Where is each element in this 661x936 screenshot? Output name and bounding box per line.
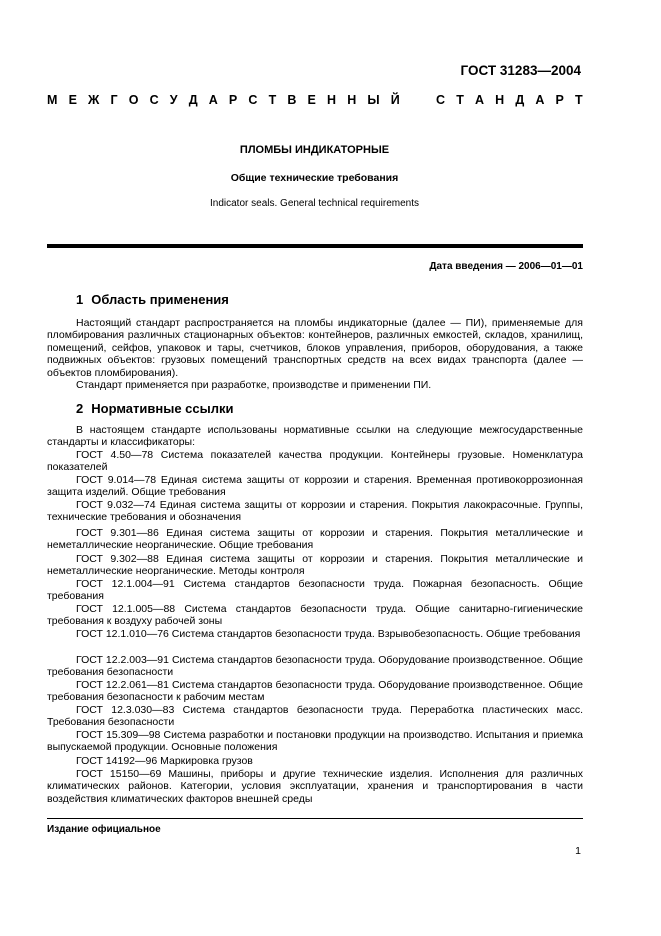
- reference-item: ГОСТ 12.3.030—83 Система стандартов безопасности труда. Переработка пластических масс. Требования безопасности: [47, 704, 583, 729]
- banner-letter: Й: [390, 93, 400, 107]
- reference-item: ГОСТ 9.301—86 Единая система защиты от коррозии и старения. Покрытия металлические и неметаллические неорганические. Общие требования: [47, 527, 583, 552]
- reference-item: ГОСТ 9.032—74 Единая система защиты от коррозии и старения. Покрытия лакокрасочные. Группы, технические требования и обозначения: [47, 499, 583, 524]
- banner-letter: С: [248, 93, 258, 107]
- banner-letter: Т: [575, 93, 583, 107]
- introduction-date: Дата введения — 2006—01—01: [429, 261, 583, 272]
- english-title: Indicator seals. General technical requirements: [210, 198, 419, 209]
- reference-item: ГОСТ 15.309—98 Система разработки и постановки продукции на производство. Испытания и приемка выпускаемой продукции. Основные положения: [47, 729, 583, 754]
- page-number: 1: [575, 845, 581, 857]
- footer-divider: [47, 818, 583, 819]
- interstate-standard-banner: [47, 93, 583, 107]
- banner-letter: Г: [110, 93, 118, 107]
- section-title: Область применения: [91, 292, 229, 307]
- banner-letter: Д: [515, 93, 525, 107]
- official-edition-label: Издание официальное: [47, 824, 161, 835]
- reference-item: ГОСТ 14192—96 Маркировка грузов: [76, 755, 253, 767]
- banner-letter: Т: [268, 93, 277, 107]
- banner-letter: В: [287, 93, 297, 107]
- banner-letter: Е: [68, 93, 77, 107]
- banner-letter: Ж: [88, 93, 100, 107]
- banner-letter: А: [474, 93, 484, 107]
- banner-letter: Р: [228, 93, 238, 107]
- reference-item: ГОСТ 15150—69 Машины, приборы и другие технические изделия. Исполнения для различных климатических районов. Категории, условия эксплуатации, хранения и транспортирования в части воздействия климатических факторов внешней среды: [47, 768, 583, 805]
- references-intro: В настоящем стандарте использованы нормативные ссылки на следующие межгосударственные стандарты и классификаторы:: [47, 424, 583, 449]
- banner-letter: С: [149, 93, 159, 107]
- banner-letter: Н: [495, 93, 505, 107]
- section-title: Нормативные ссылки: [91, 401, 234, 416]
- reference-item: ГОСТ 9.014—78 Единая система защиты от коррозии и старения. Временная противокоррозионная защита изделий. Общие требования: [47, 474, 583, 499]
- banner-letter: У: [169, 93, 178, 107]
- reference-item: ГОСТ 9.302—88 Единая система защиты от коррозии и старения. Покрытия металлические и неметаллические неорганические. Методы контроля: [47, 553, 583, 578]
- banner-letter: Н: [347, 93, 357, 107]
- banner-letter: О: [128, 93, 139, 107]
- banner-letter: С: [436, 93, 446, 107]
- scope-paragraph: Настоящий стандарт распространяется на пломбы индикаторные (далее — ПИ), применяемые для пломбирования различных стационарных объектов: контейнеров, различных емкостей, складов, хранилищ, помещений, сейфов, упаковок и тары, счетчиков, блоков управления, приборов, оборудования, а также подвижных объектов: грузовых помещений транспортных средств на всех видах транспорта (далее — объектов пломбирования).: [47, 317, 583, 379]
- section-number: 1: [76, 292, 84, 307]
- reference-item: ГОСТ 12.1.010—76 Система стандартов безопасности труда. Взрывобезопасность. Общие требования: [76, 628, 581, 640]
- document-subtitle: Общие технические требования: [230, 172, 399, 184]
- title-divider: [47, 244, 583, 248]
- banner-letter: Е: [307, 93, 316, 107]
- banner-letter: А: [535, 93, 545, 107]
- banner-letter: Н: [327, 93, 337, 107]
- document-title: ПЛОМБЫ ИНДИКАТОРНЫЕ: [239, 144, 390, 156]
- banner-letter: Р: [555, 93, 564, 107]
- document-number: ГОСТ 31283—2004: [460, 63, 581, 78]
- banner-letter: М: [47, 93, 58, 107]
- banner-letter: Т: [456, 93, 464, 107]
- scope-application-paragraph: Стандарт применяется при разработке, производстве и применении ПИ.: [76, 379, 432, 391]
- reference-item: ГОСТ 4.50—78 Система показателей качества продукции. Контейнеры грузовые. Номенклатура показателей: [47, 449, 583, 474]
- banner-word-gap: [411, 93, 425, 107]
- section-2-heading: [76, 401, 233, 416]
- reference-item: ГОСТ 12.2.061—81 Система стандартов безопасности труда. Оборудование производственное. Общие требования безопасности к рабочим местам: [47, 679, 583, 704]
- banner-letter: А: [208, 93, 218, 107]
- banner-letter: Д: [188, 93, 198, 107]
- reference-item: ГОСТ 12.2.003—91 Система стандартов безопасности труда. Оборудование производственное. Общие требования безопасности: [47, 654, 583, 679]
- section-1-heading: [76, 292, 229, 307]
- banner-letter: Ы: [367, 93, 380, 107]
- reference-item: ГОСТ 12.1.005—88 Система стандартов безопасности труда. Общие санитарно-гигиенические требования к воздуху рабочей зоны: [47, 603, 583, 628]
- reference-item: ГОСТ 12.1.004—91 Система стандартов безопасности труда. Пожарная безопасность. Общие требования: [47, 578, 583, 603]
- section-number: 2: [76, 401, 84, 416]
